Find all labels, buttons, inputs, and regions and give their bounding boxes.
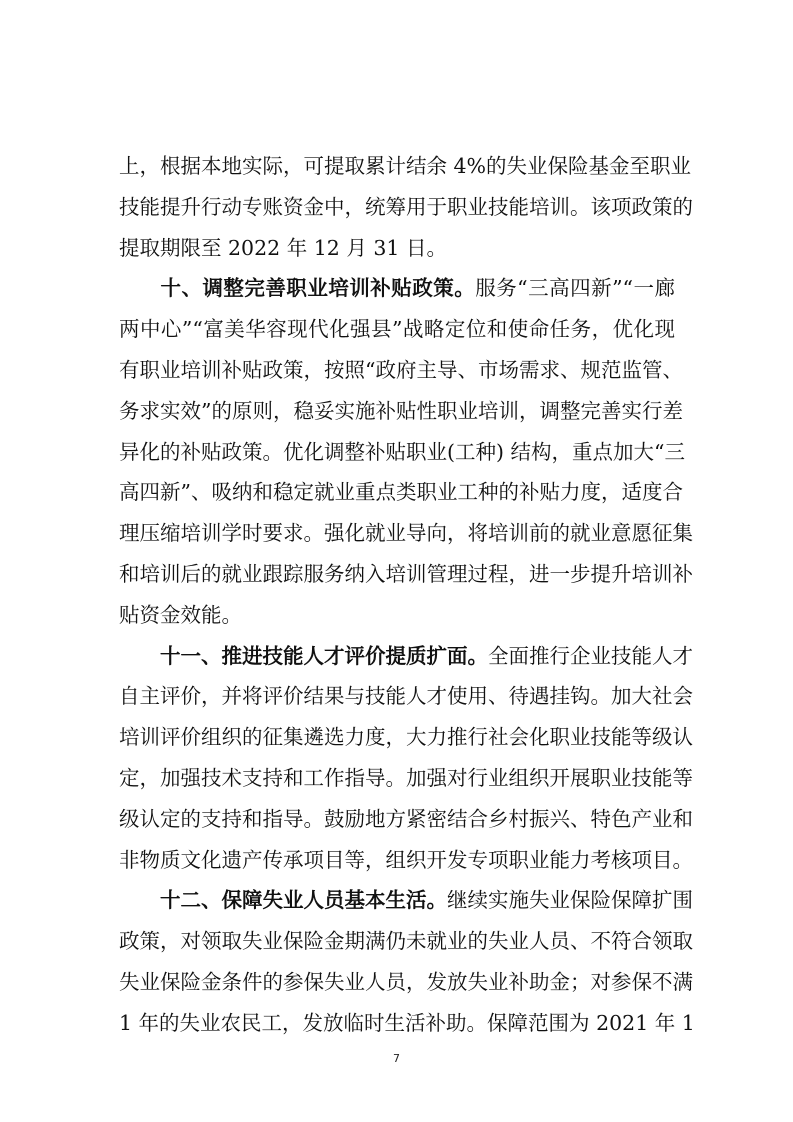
text-run: 服务“三高四新”“一廊: [475, 276, 675, 301]
text-line: 贴资金效能。: [119, 602, 242, 627]
text-line: 级认定的支持和指导。鼓励地方紧密结合乡村振兴、特色产业和: [119, 806, 693, 831]
text-line: 提取期限至 2022 年 12 月 31 日。: [119, 235, 447, 260]
text-line: 务求实效”的原则，稳妥实施补贴性职业培训，调整完善实行差: [119, 398, 683, 423]
text-line: 理压缩培训学时要求。强化就业导向，将培训前的就业意愿征集: [119, 521, 693, 546]
text-line: [119, 880, 693, 921]
text-line: 高四新”、吸纳和稳定就业重点类职业工种的补贴力度，适度合: [119, 480, 683, 505]
text-line: [119, 636, 693, 677]
text-line: 失业保险金条件的参保失业人员，发放失业补助金；对参保不满: [119, 969, 693, 994]
text-line: 1 年的失业农民工，发放临时生活补助。保障范围为 2021 年 1: [119, 1010, 695, 1035]
text-line: 和培训后的就业跟踪服务纳入培训管理过程，进一步提升培训补: [119, 561, 693, 586]
text-line: 技能提升行动专账资金中，统筹用于职业技能培训。该项政策的: [119, 194, 693, 219]
text-line: 两中心”“富美华容现代化强县”战略定位和使命任务，优化现: [119, 317, 675, 342]
page-number: 7: [393, 1052, 400, 1065]
text-run: 继续实施失业保险保障扩围: [447, 888, 693, 913]
text-line: 自主评价，并将评价结果与技能人才使用、待遇挂钩。加大社会: [119, 684, 693, 709]
text-line: 异化的补贴政策。优化调整补贴职业(工种) 结构，重点加大“三: [119, 439, 685, 464]
text-line: 培训评价组织的征集遴选力度，大力推行社会化职业技能等级认: [119, 725, 693, 750]
body-text: [119, 146, 695, 1044]
text-line: [119, 268, 675, 309]
section-heading: 十二、保障失业人员基本生活。: [160, 888, 447, 913]
section-heading: 十一、推进技能人才评价提质扩面。: [160, 643, 488, 668]
text-line: 政策，对领取失业保险金期满仍未就业的失业人员、不符合领取: [119, 929, 693, 954]
text-line: 定，加强技术支持和工作指导。加强对行业组织开展职业技能等: [119, 765, 693, 790]
text-line: 上，根据本地实际，可提取累计结余 4%的失业保险基金至职业: [119, 154, 692, 178]
text-line: 非物质文化遗产传承项目等，组织开发专项职业能力考核项目。: [119, 847, 693, 872]
text-run: 全面推行企业技能人才: [488, 643, 693, 668]
text-line: 有职业培训补贴政策，按照“政府主导、市场需求、规范监管、: [119, 357, 683, 382]
section-heading: 十、调整完善职业培训补贴政策。: [160, 276, 476, 301]
